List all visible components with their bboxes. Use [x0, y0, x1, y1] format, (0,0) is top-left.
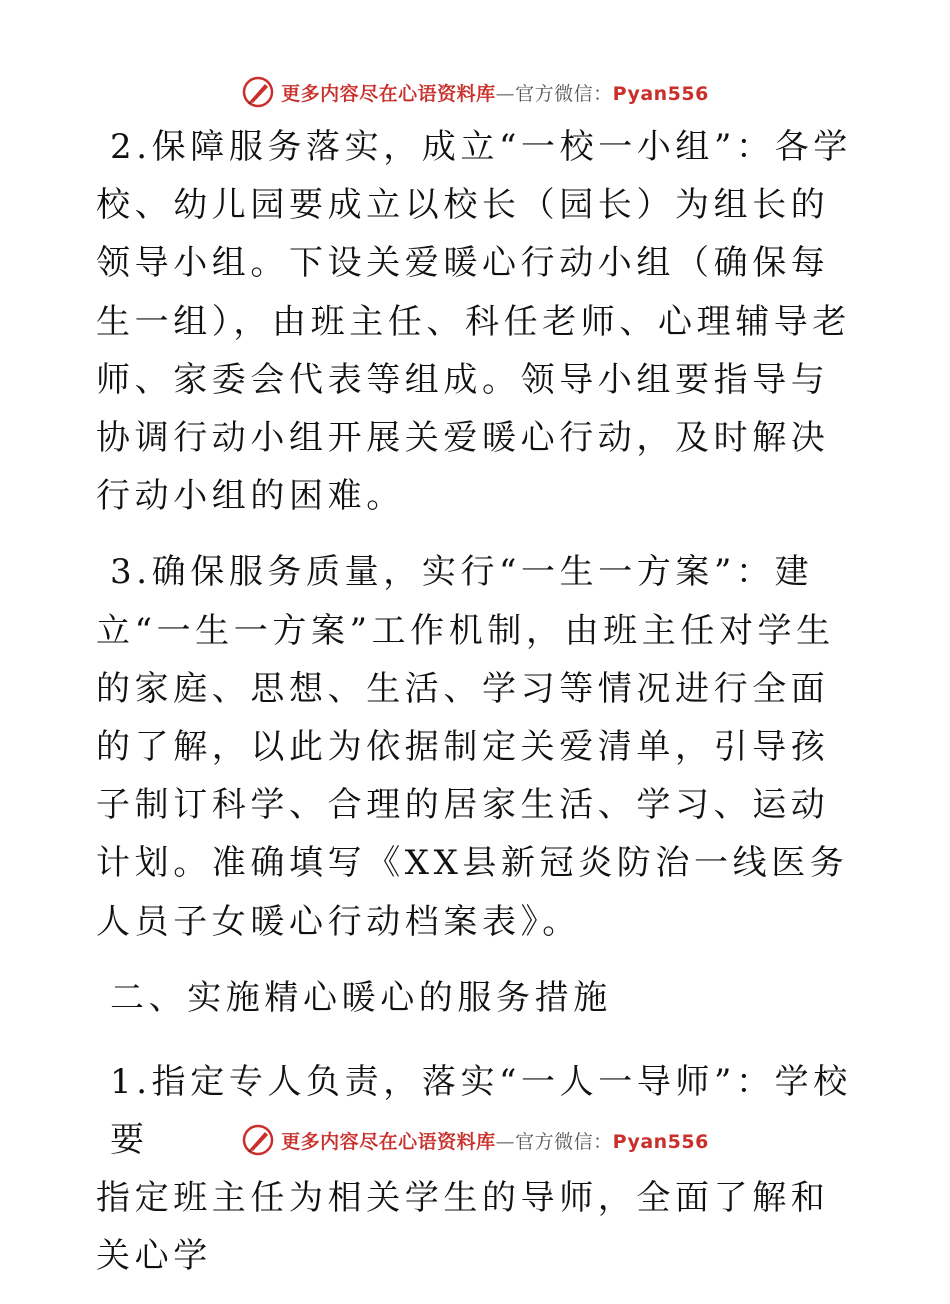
- footer-main-text: 更多内容尽在心语资料库: [281, 1130, 496, 1153]
- banner-sub-text: 官方微信：: [515, 82, 613, 105]
- paragraph-2-body: 校、幼儿园要成立以校长（园长）为组长的领导小组。下设关爱暖心行动小组（确保每生一组），由班主任、科任老师、心理辅导老师、家委会代表等组成。领导小组要指导与协调行动小组开展关爱暖心行动，及时解决行动小组的困难。: [96, 185, 851, 517]
- paragraph-3-body: 立“一生一方案”工作机制，由班主任对学生的家庭、思想、生活、学习等情况进行全面的了解，以此为依据制定关爱清单，引导孩子制订科学、合理的居家生活、学习、运动计划。准确填写《XX县新冠炎防治一线医务人员子女暖心行动档案表》。: [96, 610, 849, 942]
- quill-pen-logo-icon: [241, 75, 275, 109]
- banner-separator: —: [495, 82, 516, 105]
- paragraph-4-body: 指定班主任为相关学生的导师，全面了解和关心学: [96, 1178, 830, 1277]
- header-watermark-banner: [0, 72, 950, 112]
- paragraph-3: [96, 543, 856, 950]
- banner-wechat-id: Pyan556: [612, 82, 709, 105]
- footer-wechat-id: Pyan556: [612, 1130, 709, 1153]
- banner-main-text: 更多内容尽在心语资料库: [281, 82, 496, 105]
- section-heading-2: 二、实施精心暖心的服务措施: [110, 977, 612, 1018]
- paragraph-2: [96, 118, 856, 525]
- footer-sub-text: 官方微信：: [515, 1130, 613, 1153]
- paragraph-3-lead: 3.确保服务质量，实行“一生一方案”：建: [110, 552, 814, 593]
- footer-separator: —: [495, 1130, 516, 1153]
- footer-watermark-banner: [0, 1120, 950, 1160]
- paragraph-4: [96, 1053, 856, 1286]
- paragraph-2-lead: 2.保障服务落实，成立“一校一小组”：各学: [110, 127, 852, 167]
- paragraph-4-lead: 1.指定专人负责，落实“一人一导师”：学校要: [110, 1061, 852, 1161]
- quill-pen-logo-icon: [241, 1123, 275, 1157]
